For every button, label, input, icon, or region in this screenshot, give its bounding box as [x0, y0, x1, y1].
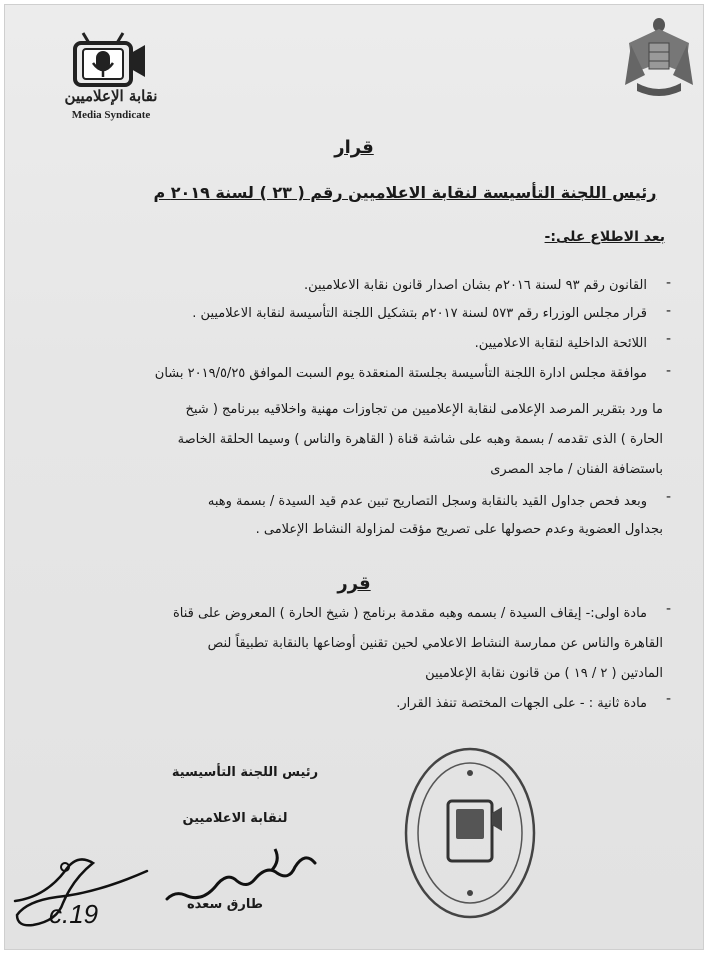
article1-line: مادة اولى:- إيقاف السيدة / بسمه وهبه مقدمة برنامج ( شيخ الحارة ) المعروض على قناة — [172, 606, 647, 621]
intro-text: بعد الاطلاع على:- — [544, 229, 665, 245]
media-syndicate-logo — [43, 25, 163, 125]
bullet-dash: - — [665, 303, 671, 319]
article2-line: مادة ثانية : - على الجهات المختصة تنفذ القرار. — [396, 696, 647, 711]
bullet-dash: - — [665, 363, 671, 379]
document-heading: قرار — [334, 137, 374, 158]
bullet-dash: - — [665, 691, 671, 707]
bullet-dash: - — [665, 601, 671, 617]
decision-heading: قرر — [337, 573, 371, 594]
document-page — [4, 4, 704, 950]
approval-line: موافقة مجلس ادارة اللجنة التأسيسة بجلستة المنعقدة يوم السبت الموافق ٢٠١٩/٥/٢٥ بشان — [154, 366, 647, 381]
margin-note-text: c.19 — [49, 899, 99, 929]
reference-item: قرار مجلس الوزراء رقم ٥٧٣ لسنة ٢٠١٧م بتشكيل اللجنة التأسيسة لنقابة الاعلاميين . — [192, 306, 647, 321]
reference-item: اللائحة الداخلية لنقابة الاعلاميين. — [474, 336, 647, 351]
egypt-eagle-icon — [623, 13, 695, 103]
approval-line: باستضافة الفنان / ماجد المصرى — [490, 462, 663, 477]
official-seal — [400, 743, 540, 923]
approval-line: ما ورد بتقرير المرصد الإعلامى لنقابة الإعلاميين من تجاوزات مهنية واخلاقيه ببرنامج ( شيخ — [185, 402, 663, 417]
seal-stamp-icon — [400, 743, 540, 923]
eagle-emblem — [623, 13, 695, 103]
reference-item: القانون رقم ٩٣ لسنة ٢٠١٦م بشان اصدار قانون نقابة الاعلاميين. — [303, 278, 647, 293]
document-title: رئيس اللجنة التأسيسة لنقابة الاعلاميين رقم ( ٢٣ ) لسنة ٢٠١٩ م — [153, 183, 657, 202]
bullet-dash: - — [665, 489, 671, 505]
logo-arabic-text: نقابة الإعلاميين — [64, 87, 158, 105]
signatory-title-2: لنقابة الاعلاميين — [182, 811, 288, 826]
article1-line: المادتين ( ٢ / ١٩ ) من قانون نقابة الإعلاميين — [425, 666, 663, 681]
examination-line: وبعد فحص جداول القيد بالنقابة وسجل التصاريح تبين عدم قيد السيدة / بسمة وهبه — [207, 494, 647, 509]
signatory-name: طارق سعده — [186, 897, 264, 912]
signatory-title-1: رئيس اللجنة التأسيسية — [171, 765, 319, 780]
margin-annotation — [11, 847, 171, 937]
logo-english-text: Media Syndicate — [71, 109, 151, 121]
bullet-dash: - — [665, 275, 671, 291]
bullet-dash: - — [665, 331, 671, 347]
examination-line: بجداول العضوية وعدم حصولها على تصريح مؤقت لمزاولة النشاط الإعلامى . — [255, 522, 663, 537]
article1-line: القاهرة والناس عن ممارسة النشاط الاعلامي لحين تقنين أوضاعها بالنقابة تطبيقاً لنص — [207, 636, 663, 651]
approval-line: الحارة ) الذى تقدمه / بسمة وهبه على شاشة قناة ( القاهرة والناس ) وسيما الحلقة الخاصة — [177, 432, 663, 447]
